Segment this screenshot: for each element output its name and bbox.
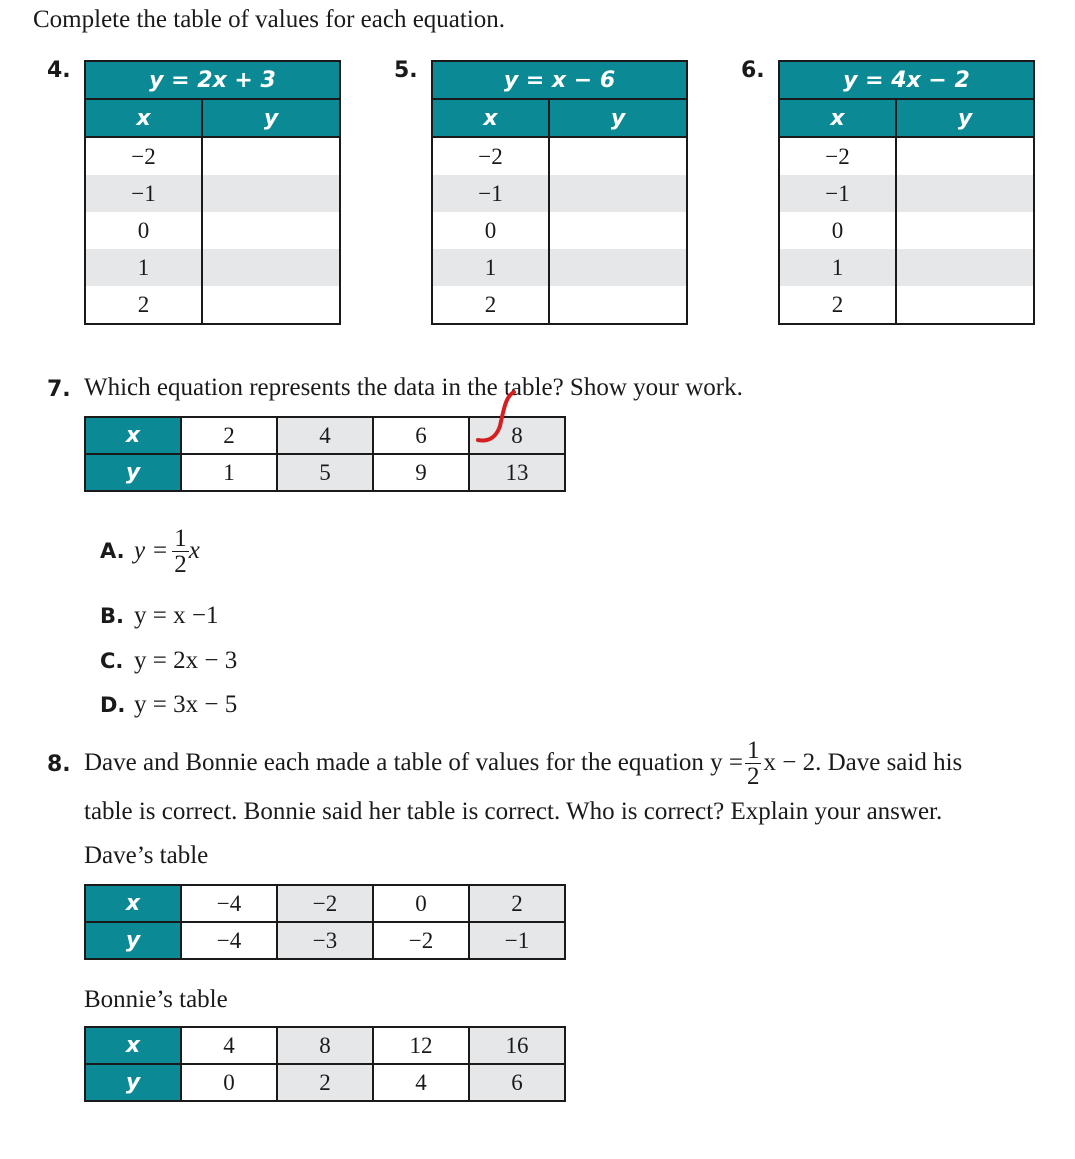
instructions: Complete the table of values for each equation. — [33, 6, 506, 33]
x-cell: 1 — [779, 249, 896, 286]
option-letter: C. — [100, 649, 124, 673]
y-cell: 2 — [277, 1064, 373, 1101]
y-cell: 4 — [373, 1064, 469, 1101]
x-cell: −2 — [432, 137, 549, 175]
x-cell: 2 — [181, 417, 277, 454]
fraction — [172, 526, 189, 577]
x-cell: 2 — [779, 286, 896, 324]
y-answer-cell[interactable] — [896, 249, 1034, 286]
x-cell: −1 — [779, 175, 896, 212]
y-answer-cell[interactable] — [202, 137, 340, 175]
y-answer-cell[interactable] — [202, 175, 340, 212]
x-cell: 0 — [779, 212, 896, 249]
y-answer-cell[interactable] — [549, 175, 687, 212]
y-header: y — [202, 99, 340, 137]
y-cell: 9 — [373, 454, 469, 491]
y-cell: −2 — [373, 922, 469, 959]
y-answer-cell[interactable] — [202, 286, 340, 324]
equation-header: y = 2x + 3 — [85, 61, 340, 99]
option-text: y = x −1 — [134, 602, 219, 629]
q8-text-after: x − 2. Dave said his — [763, 749, 963, 776]
dave-table-label: Dave’s table — [84, 842, 209, 869]
x-cell: 8 — [469, 417, 565, 454]
y-cell: 13 — [469, 454, 565, 491]
option-letter: B. — [100, 604, 124, 628]
option-b[interactable] — [100, 602, 218, 630]
question-7-number: 7. — [47, 377, 71, 402]
option-text: y = 2x − 3 — [134, 647, 238, 674]
x-cell: 4 — [277, 417, 373, 454]
denominator: 2 — [174, 550, 187, 578]
y-answer-cell[interactable] — [896, 286, 1034, 324]
y-answer-cell[interactable] — [202, 212, 340, 249]
option-c[interactable] — [100, 647, 237, 675]
fraction — [745, 738, 762, 789]
y-answer-cell[interactable] — [896, 137, 1034, 175]
y-cell: −3 — [277, 922, 373, 959]
x-cell: 16 — [469, 1027, 565, 1064]
option-a[interactable] — [100, 519, 200, 583]
x-cell: 0 — [432, 212, 549, 249]
question-8-number: 8. — [47, 752, 71, 777]
question-7-text: Which equation represents the data in the table? Show your work. — [84, 374, 743, 401]
y-answer-cell[interactable] — [896, 212, 1034, 249]
y-answer-cell[interactable] — [896, 175, 1034, 212]
x-cell: 2 — [85, 286, 202, 324]
x-cell: 2 — [432, 286, 549, 324]
y-answer-cell[interactable] — [202, 249, 340, 286]
y-cell: 6 — [469, 1064, 565, 1101]
y-answer-cell[interactable] — [549, 137, 687, 175]
x-cell: 1 — [432, 249, 549, 286]
problem-6-number: 6. — [741, 58, 765, 83]
x-header: x — [432, 99, 549, 137]
y-answer-cell[interactable] — [549, 249, 687, 286]
option-a-lhs: y = — [134, 537, 169, 564]
table-problem-5 — [431, 60, 688, 325]
x-cell: 4 — [181, 1027, 277, 1064]
x-cell: −2 — [85, 137, 202, 175]
y-answer-cell[interactable] — [549, 212, 687, 249]
x-row-label: x — [85, 1027, 181, 1064]
equation-header: y = x − 6 — [432, 61, 687, 99]
x-cell: 0 — [373, 885, 469, 922]
x-cell: −2 — [277, 885, 373, 922]
dave-table — [84, 884, 566, 960]
numerator: 1 — [746, 736, 760, 764]
y-header: y — [549, 99, 687, 137]
y-cell: −1 — [469, 922, 565, 959]
y-cell: 1 — [181, 454, 277, 491]
y-cell: 5 — [277, 454, 373, 491]
bonnie-table — [84, 1026, 566, 1102]
x-cell: 1 — [85, 249, 202, 286]
problem-5-number: 5. — [394, 58, 418, 83]
option-letter: D. — [100, 693, 126, 717]
q8-text-before: Dave and Bonnie each made a table of values for the equation y = — [84, 749, 743, 776]
x-cell: −2 — [779, 137, 896, 175]
x-header: x — [85, 99, 202, 137]
y-cell: −4 — [181, 922, 277, 959]
y-header: y — [896, 99, 1034, 137]
y-row-label: y — [85, 922, 181, 959]
x-cell: 12 — [373, 1027, 469, 1064]
pen-annotation-mark — [470, 386, 530, 446]
x-cell: −1 — [85, 175, 202, 212]
x-row-label: x — [85, 417, 181, 454]
x-cell: 0 — [85, 212, 202, 249]
y-row-label: y — [85, 1064, 181, 1101]
y-answer-cell[interactable] — [549, 286, 687, 324]
numerator: 1 — [174, 524, 187, 552]
x-cell: −4 — [181, 885, 277, 922]
denominator: 2 — [746, 762, 760, 790]
y-row-label: y — [85, 454, 181, 491]
question-8-line-2: table is correct. Bonnie said her table is correct. Who is correct? Explain your answer. — [84, 798, 943, 825]
question-8-line-1 — [84, 732, 962, 794]
x-row-label: x — [85, 885, 181, 922]
problem-4-number: 4. — [47, 58, 71, 83]
option-letter: A. — [100, 539, 125, 563]
table-problem-4 — [84, 60, 341, 325]
y-cell: 0 — [181, 1064, 277, 1101]
bonnie-table-label: Bonnie’s table — [84, 986, 228, 1013]
x-cell: 2 — [469, 885, 565, 922]
option-a-var: x — [188, 537, 200, 564]
x-cell: 6 — [373, 417, 469, 454]
x-cell: 8 — [277, 1027, 373, 1064]
option-d[interactable] — [100, 691, 237, 719]
x-header: x — [779, 99, 896, 137]
equation-header: y = 4x − 2 — [779, 61, 1034, 99]
x-cell: −1 — [432, 175, 549, 212]
option-text: y = 3x − 5 — [134, 691, 238, 718]
table-problem-6 — [778, 60, 1035, 325]
